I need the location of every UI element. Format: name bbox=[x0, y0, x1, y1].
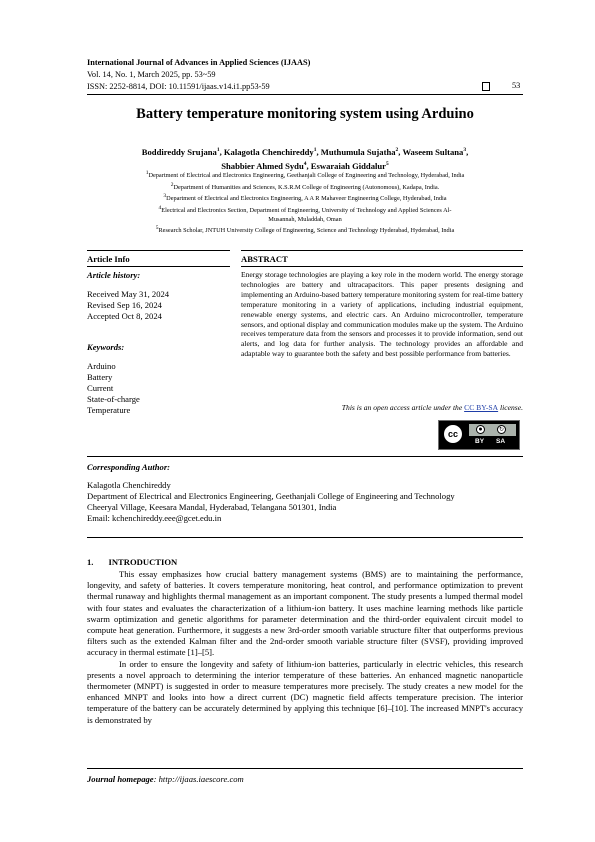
homepage-url: : http://ijaas.iaescore.com bbox=[153, 774, 244, 784]
affiliation: $^4$Electrical and Electronics Section, Department of Engineering, University of Technology and Applied Sciences Al-Musannah, Muladdah, Oman bbox=[158, 205, 452, 223]
affiliation: $^3$Department of Electrical and Electronics Engineering, A A R Mahaveer Engineering College, Hyderabad, India bbox=[163, 193, 447, 203]
corresponding-dept: Department of Electrical and Electronics Engineering, Geethanjali College of Engineering and Technology bbox=[87, 491, 455, 501]
corresponding-details bbox=[87, 480, 523, 524]
history-accepted: Accepted Oct 8, 2024 bbox=[87, 311, 162, 321]
corresponding-top-rule bbox=[87, 456, 523, 457]
corresponding-address: Cheeryal Village, Keesara Mandal, Hyderabad, Telangana 501301, India bbox=[87, 502, 337, 512]
corresponding-email[interactable]: Email: kchenchireddy.eee@gcet.edu.in bbox=[87, 513, 222, 523]
affiliation: $^2$Department of Humanities and Sciences, K.S.R.M College of Engineering (Autonomous), Kadapa, India. bbox=[170, 181, 440, 191]
history-revised: Revised Sep 16, 2024 bbox=[87, 300, 162, 310]
author: Boddireddy Srujana$^1$, bbox=[141, 146, 224, 157]
header-rule bbox=[87, 94, 523, 95]
keyword-list bbox=[87, 361, 230, 416]
paragraph: In order to ensure the longevity and safety of lithium-ion batteries, particularly in electric vehicles, this research presents a novel approach to determining the interior temperature of these batteries. An enhanced magnetic nanoparticle thermometer (MNPT) is suggested in order to measure temperatures more precisely. The study creates a new model for the enhanced MNPT and looks into how a direct current (DC) magnetic field affects temperature precision. The interior temperature of the battery can be accurately determined by applying this technique [6]–[10]. The increased MNPT's accuracy is demonstrated by bbox=[87, 658, 523, 725]
page-square-icon bbox=[482, 82, 490, 91]
issn-doi: ISSN: 2252-8814, DOI: 10.11591/ijaas.v14.i1.pp53-59 bbox=[87, 82, 270, 91]
journal-name: International Journal of Advances in Applied Sciences (IJAAS) bbox=[87, 58, 311, 67]
affiliation: $^1$Department of Electrical and Electronics Engineering, Geethanjali College of Engineering and Technology, Hyderabad, India bbox=[145, 170, 465, 180]
cc-icon: cc bbox=[442, 423, 464, 445]
info-top-rule bbox=[87, 250, 230, 251]
history-received: Received May 31, 2024 bbox=[87, 289, 170, 299]
author: Eswaraiah Giddalur$^5$ bbox=[310, 160, 389, 171]
keyword: Current bbox=[87, 383, 114, 393]
author: Waseem Sultana$^3$, bbox=[402, 146, 469, 157]
by-label: BY bbox=[475, 438, 485, 445]
author-list bbox=[87, 144, 523, 172]
corresponding-name: Kalagotla Chenchireddy bbox=[87, 480, 171, 490]
info-divider bbox=[87, 266, 230, 267]
author: Kalagotla Chenchireddy$^1$, bbox=[223, 146, 321, 157]
volume-info: Vol. 14, No. 1, March 2025, pp. 53~59 bbox=[87, 70, 216, 79]
affiliation: $^5$Research Scholar, JNTUH University College of Engineering, Science and Technology Hyderabad, Hyderabad, India bbox=[155, 225, 455, 235]
corresponding-label: Corresponding Author: bbox=[87, 462, 171, 472]
author: Shabbier Ahmed Sydu$^4$, bbox=[221, 160, 311, 171]
page-number: 53 bbox=[512, 81, 521, 90]
homepage-label: Journal homepage bbox=[87, 774, 154, 784]
abstract-heading: ABSTRACT bbox=[241, 254, 288, 264]
paragraph: This essay emphasizes how crucial battery management systems (BMS) are to maintaining the performance, longevity, and safety of batteries. It covers temperature monitoring, heat control, and performance optimization to prevent thermal runaway and highlights thermal management as an important component. The study presents a lumped thermal model with four states and evaluates the characterization of a lithium-ion battery. It uses machine learning methods like particle swarm optimization and genetic algorithms for parameter determination and the third-order equivalent circuit model to compute heat generation. Furthermore, it suggests a new 3rd-order smooth variable structure filter that outperforms previous filters such as the extended Kalman filter and the 2nd-order smooth variable structure filter (SVSF), providing improved accuracy in thermal estimate [1]–[5]. bbox=[87, 569, 523, 658]
cc-by-sa-badge[interactable] bbox=[438, 420, 520, 450]
introduction-body bbox=[87, 569, 523, 726]
license-link[interactable]: CC BY-SA bbox=[464, 403, 499, 412]
abstract-divider bbox=[241, 266, 523, 267]
open-access-statement: This is an open access article under the CC BY-SA license. bbox=[341, 403, 523, 412]
sa-label: SA bbox=[496, 438, 506, 445]
paper-title: Battery temperature monitoring system using Arduino bbox=[136, 106, 474, 122]
abstract-top-rule bbox=[241, 250, 523, 251]
footer-rule bbox=[87, 768, 523, 769]
keyword: Battery bbox=[87, 372, 113, 382]
keyword: State-of-charge bbox=[87, 394, 140, 404]
section-heading: 1. INTRODUCTION bbox=[87, 557, 178, 567]
article-info-heading: Article Info bbox=[87, 254, 130, 264]
corresponding-bottom-rule bbox=[87, 537, 523, 538]
journal-homepage[interactable] bbox=[87, 774, 244, 784]
keywords-label: Keywords: bbox=[87, 342, 125, 352]
keyword: Arduino bbox=[87, 361, 116, 371]
share-alike-icon: ↻ bbox=[498, 427, 505, 433]
person-icon: ● bbox=[476, 425, 485, 434]
affiliation-list bbox=[87, 169, 523, 236]
keyword: Temperature bbox=[87, 405, 131, 415]
author: Muthumula Sujatha$^2$, bbox=[320, 146, 403, 157]
article-history-label: Article history: bbox=[87, 270, 141, 280]
abstract-text: Energy storage technologies are playing a key role in the modern world. The energy storage technologies are battery and ultracapacitors. This paper presents designing and implementing an Arduino-based battery temperature monitoring system for real-time battery temperature monitoring in a variety of applications, including industrial equipment, renewable energy systems, and electric cars. An Arduino microcontroller, temperature sensors, and optional display and communication modules make up the system. The Arduino receives temperature data from the sensors and processes it to provide information, send out alerts, and log data for further analysis. The technology provides an affordable and adaptable way to guarantee both the safety and best possible performance from batteries. bbox=[241, 270, 523, 359]
article-history bbox=[87, 289, 230, 322]
